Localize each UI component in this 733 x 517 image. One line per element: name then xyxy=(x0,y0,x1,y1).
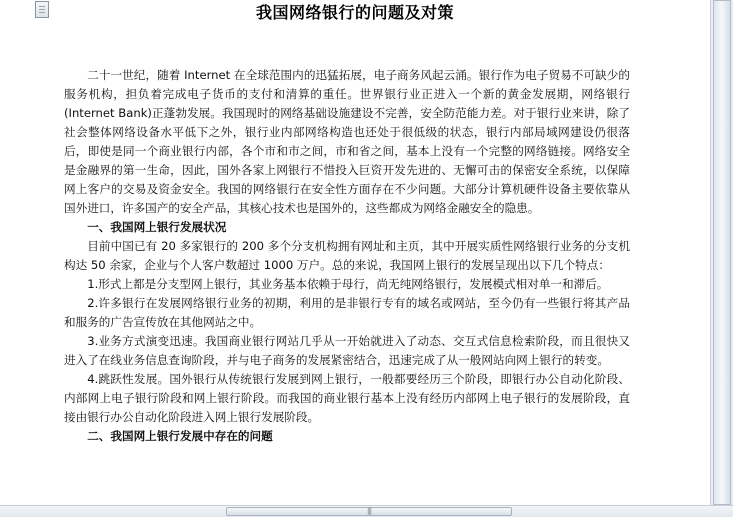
paragraph: 二十一世纪，随着 Internet 在全球范围内的迅猛拓展，电子商务风起云涌。银行作为电子贸易不可缺少的服务机构，担负着完成电子货币的支付和清算的重任。世界银行业正进入一个新的黄金发展期，网络银行(Internet Bank)正蓬勃发展。我国现时的网络基础设施建设不完善，安全防范能力差。对于银行业来讲，除了社会整体网络设备水平低下之外，银行业内部网络构造也还处于很低级的状态，银行内部局域网建设仍很落后，即使是同一个商业银行内部，各个市和市之间，市和省之间，基本上没有一个完整的网络链接。网络安全是金融界的第一生命，因此，国外各家上网银行不惜投入巨资开发先进的、无懈可击的保密安全系统，以保障网上客户的交易及资金安全。我国的网络银行在安全性方面存在不少问题。大部分计算机硬件设备主要依靠从国外进口，许多国产的安全产品，其核心技术也是国外的，这些都成为网络金融安全的隐患。 xyxy=(64,68,630,215)
vertical-scroll-thumb[interactable] xyxy=(713,0,731,505)
paragraph: 2.许多银行在发展网络银行业务的初期，利用的是非银行专有的域名或网站，至今仍有一些银行将其产品和服务的广告宣传放在其他网站之中。 xyxy=(64,296,630,329)
scroll-grip-icon: ||| xyxy=(367,507,372,515)
vertical-scrollbar[interactable] xyxy=(710,0,733,505)
document-title: 我国网络银行的问题及对策 xyxy=(255,3,454,22)
horizontal-scrollbar[interactable] xyxy=(0,505,733,517)
paragraph: 1.形式上都是分支型网上银行，其业务基本依赖于母行，尚无纯网络银行，发展模式相对单一和滞后。 xyxy=(87,277,609,291)
paragraph: 目前中国已有 20 多家银行的 200 多个分支机构拥有网址和主页，其中开展实质性网络银行业务的分支机构达 50 余家，企业与个人客户数超过 1000 万户。总的来说，我国网上银行的发展呈现出以下几个特点： xyxy=(64,239,630,272)
paragraph: 3.业务方式演变迅速。我国商业银行网站几乎从一开始就进入了动态、交互式信息检索阶段，而且很快又进入了在线业务信息查询阶段，并与电子商务的发展紧密结合，迅速完成了从一般网站向网上银行的转变。 xyxy=(64,334,630,367)
horizontal-scroll-thumb[interactable] xyxy=(226,507,512,516)
section-heading: 二、我国网上银行发展中存在的问题 xyxy=(87,429,273,443)
section-heading: 一、我国网上银行发展状况 xyxy=(87,220,227,234)
document-body xyxy=(64,66,630,446)
paragraph: 4.跳跃性发展。国外银行从传统银行发展到网上银行，一般都要经历三个阶段，即银行办公自动化阶段、内部网上电子银行阶段和网上银行阶段。而我国的商业银行基本上没有经历内部网上电子银行的发展阶段，直接由银行办公自动化阶段进入网上银行发展阶段。 xyxy=(64,372,630,424)
